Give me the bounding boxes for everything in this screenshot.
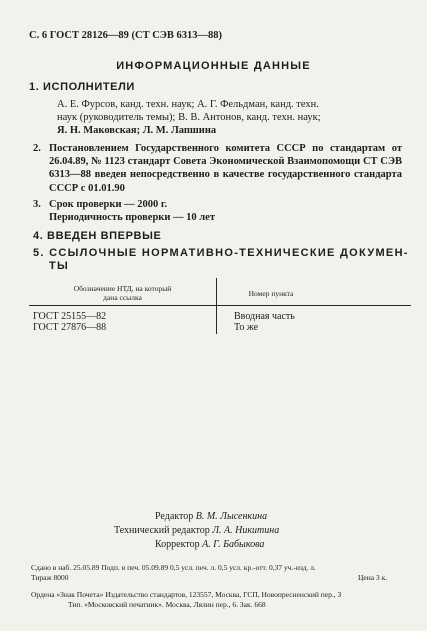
credit-editor-name: В. М. Лысенкина [195, 511, 268, 522]
credit-tech-editor-name: Л. А. Никитина [212, 525, 280, 536]
table-header-document [29, 284, 216, 302]
table-row-1-document: ГОСТ 25155—82 [33, 311, 107, 322]
section-2-text: Постановлением Государственного комитета СССР по стандартам от 26.04.89, № 1123 стандарт Совета Экономической Взаимопомощи СТ СЭВ 6313—88 введен непосредственно в качестве государственного стандарта СССР с 01.01.90 [49, 143, 402, 194]
section-5-heading-line-1: 5. ССЫЛОЧНЫЕ НОРМАТИВНО-ТЕХНИЧЕСКИЕ ДОКУМЕН- [33, 247, 409, 259]
imprint-price: Цена 3 к. [358, 573, 388, 582]
section-1-line-3: Я. Н. Маковская; Л. М. Лапшина [57, 125, 217, 136]
section-3-number: 3. [33, 199, 41, 210]
imprint-publisher: Ордена «Знак Почета» Издательство стандартов, 123557, Москва, ГСП, Новопресненский пер., 3 [31, 590, 342, 599]
section-1-line-1: А. Е. Фурсов, канд. техн. наук; А. Г. Фельдман, канд. техн. [57, 99, 319, 110]
credit-tech-editor [114, 524, 279, 538]
table-row-2-document: ГОСТ 27876—88 [33, 322, 107, 333]
table-header-document-line-1: Обозначение НТД, на который [73, 284, 172, 293]
table-row-1-clause: Вводная часть [234, 311, 295, 322]
credit-proofreader [155, 538, 264, 552]
section-1-heading: 1. ИСПОЛНИТЕЛИ [29, 81, 135, 93]
section-1-line-2: наук (руководитель темы); В. В. Антонов, канд. техн. наук; [57, 112, 321, 123]
table-row-2-clause: То же [234, 322, 259, 333]
credit-tech-editor-role: Технический редактор [114, 525, 210, 536]
section-3-line-1: Срок проверки — 2000 г. [49, 199, 168, 210]
section-3-line-2: Периодичность проверки — 10 лет [49, 212, 215, 223]
reference-table [29, 278, 411, 334]
imprint-line-1: Сдано в наб. 25.05.89 Подп. в печ. 05.09.89 0,5 усл. печ. л. 0,5 усл. кр.-отт. 0,37 уч.-изд. л. [31, 563, 316, 572]
credit-proofreader-name: А. Г. Бабыкова [202, 539, 265, 550]
page-header: С. 6 ГОСТ 28126—89 (СТ СЭВ 6313—88) [29, 30, 223, 41]
table-header-divider [29, 305, 411, 306]
section-5-heading-line-2: ТЫ [49, 260, 70, 272]
page-title: ИНФОРМАЦИОННЫЕ ДАННЫЕ [116, 60, 311, 72]
credit-editor-role: Редактор [155, 511, 194, 522]
credit-proofreader-role: Корректор [155, 539, 200, 550]
imprint-printer: Тип. «Московский печатник». Москва, Лялин пер., 6. Зак. 668 [68, 600, 266, 609]
table-header-document-line-2: дана ссылка [103, 293, 142, 302]
table-column-divider [216, 278, 217, 334]
credit-editor [155, 510, 267, 524]
table-header-clause: Номер пункта [248, 289, 294, 298]
imprint-print-run: Тираж 8000 [31, 573, 69, 582]
section-2-number: 2. [33, 143, 41, 154]
section-4-heading: 4. ВВЕДЕН ВПЕРВЫЕ [33, 230, 162, 242]
